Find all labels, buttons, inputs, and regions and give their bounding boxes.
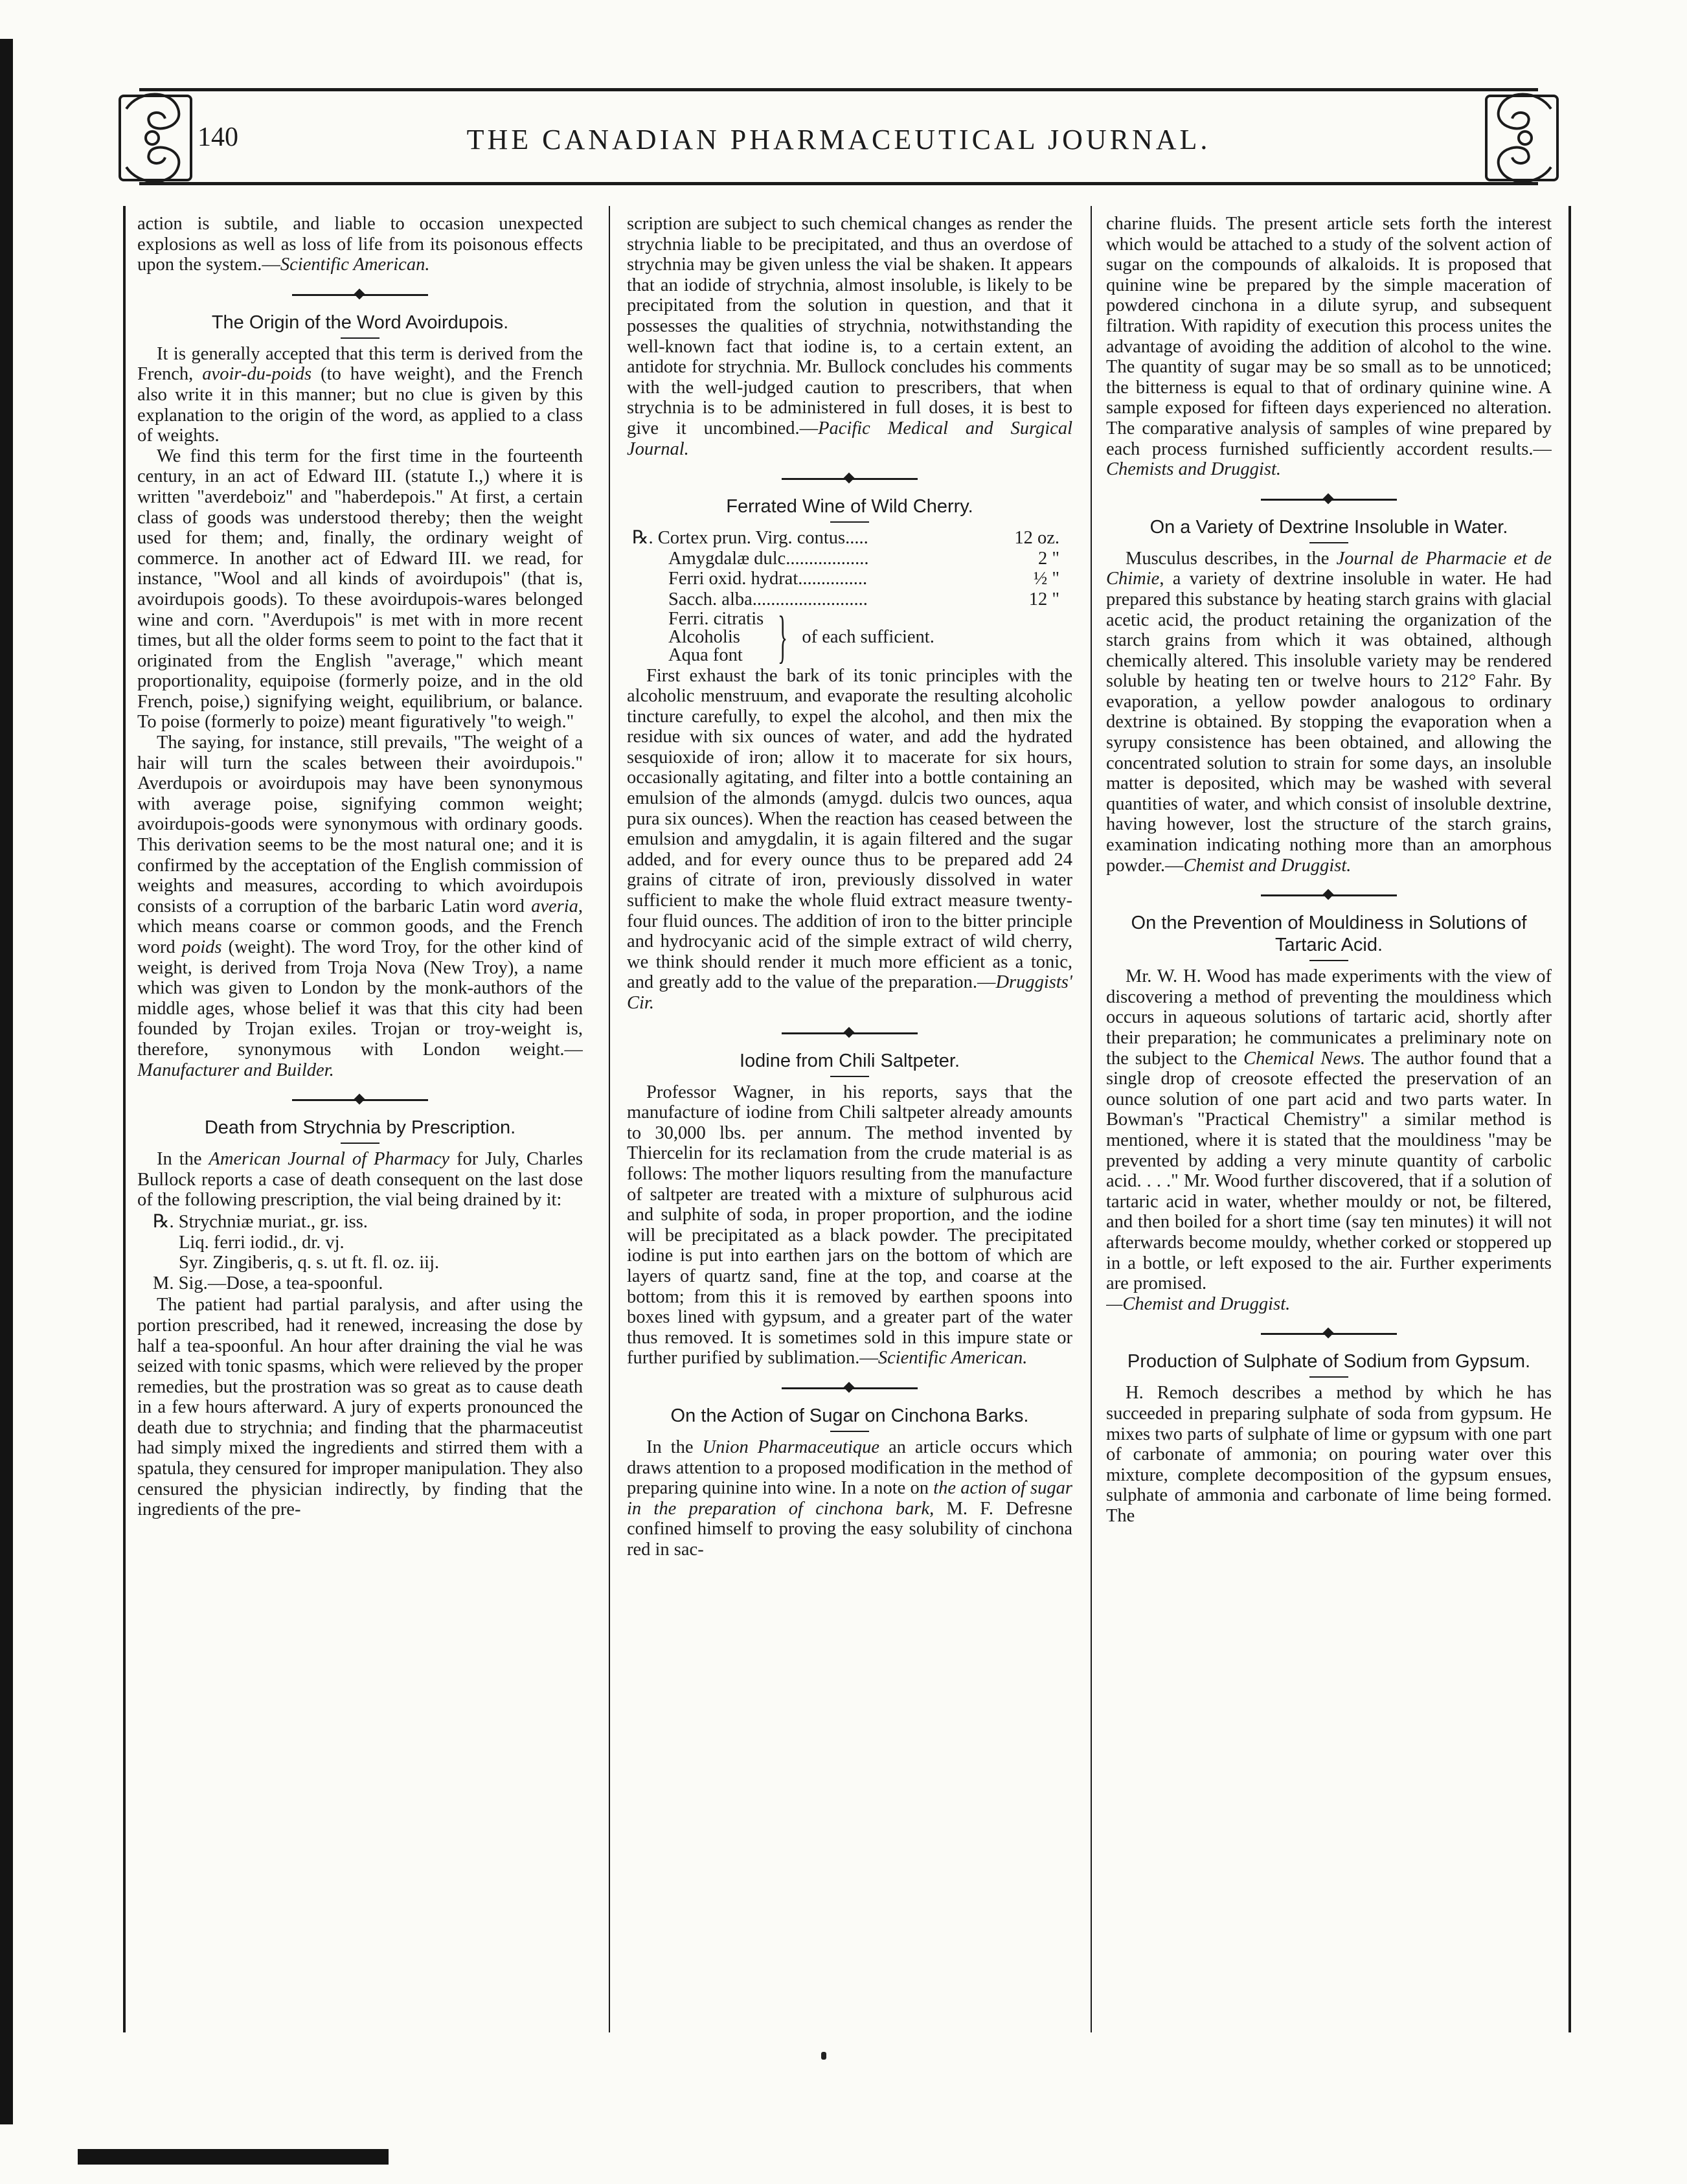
heading-sugar-cinchona: On the Action of Sugar on Cinchona Barks.	[670, 1405, 1029, 1426]
continued-paragraph: action is subtile, and liable to occasion unexpected explosions as well as loss of life from its poisonous effects upon the system.—Scientific American.	[137, 214, 583, 275]
prescription-line: Syr. Zingiberis, q. s. ut ft. fl. oz. iij.	[179, 1253, 440, 1273]
section-divider	[1261, 889, 1397, 902]
recipe-line: ℞. Cortex prun. Virg. contus..... 12 oz.	[632, 528, 1059, 549]
recipe-line: Ferri oxid. hydrat............... ½ "	[668, 569, 1059, 589]
scan-edge-bottom	[78, 2149, 389, 2165]
paragraph: In the American Journal of Pharmacy for July, Charles Bullock reports a case of death consequent on the last dose of the following prescription, the vial being drained by it:	[137, 1149, 583, 1211]
heading-dextrine: On a Variety of Dextrine Insoluble in Water.	[1149, 516, 1508, 538]
section-divider	[292, 288, 428, 301]
prescription-line: Liq. ferri iodid., dr. vj.	[179, 1232, 345, 1253]
prescription-line: M. Sig.—Dose, a tea-spoonful.	[153, 1273, 383, 1293]
paragraph: Mr. W. H. Wood has made experiments with the view of discovering a method of preventing the mouldiness which occurs in aqueous solutions of tartaric acid, shortly after their preparation; he communicates a preliminary note on the subject to the Chemical News. The author found that a single drop of creosote effected the preservation of an ounce solution of one part acid and two parts water. In Bowman's "Practical Chemistry" a similar method is mentioned, where it is stated that the mouldiness "may be prevented by adding a very minute quantity of carbolic acid. . . ." Mr. Wood further discovered, that if a solution of tartaric acid in water, whether mouldy or not, be filtered, and then boiled for a short time (say ten minutes) it will not afterwards become mouldy, whether corked or stoppered up in a bottle, or left exposed to the air. Further experiments are promised.	[1106, 966, 1552, 1294]
paragraph: Professor Wagner, in his reports, says that the manufacture of iodine from Chili saltpeter already amounts to 30,000 lbs. per annum. The method invented by Thiercelin for its reclamation from the crude material is as follows: The mother liquors resulting from the manufacture of saltpeter are treated with a mixture of sulphurous acid and sulphite of soda, in proper proportion, and the iodine will be precipitated as a black powder. The precipitated iodine is put into earthen jars on the bottom of which are layers of quartz sand, fine at the top, and coarse at the bottom; from this it is removed by earthen spoons into boxes lined with gypsum, and a greater part of the water thus removed. It is sometimes sold in this impure state or further purified by sublimation.—Scientific American.	[627, 1082, 1072, 1369]
recipe-line: Aqua font	[668, 644, 743, 665]
prescription	[137, 1212, 583, 1293]
section-divider	[782, 1382, 918, 1394]
paragraph: The saying, for instance, still prevails, "The weight of a hair will turn the scales between their avoirdupois." Averdupois or avoirdupois may have been synonymous with average poise, signifying common weight; avoirdupois-goods were synonymous with ordinary goods. This derivation seems to be the most natural one; and it is confirmed by the acceptation of the English commission of weights and measures, according to which avoirdupois consists of a corruption of the barbaric Latin word averia, which means coarse or common goods, and the French word poids (weight). The word Troy, for the other kind of weight, is derived from Troja Nova (New Troy), a name which was given to London by the monk-authors of the middle ages, whose belief it was that this city had been founded by Trojan exiles. Trojan or troy-weight is, therefore, synonymous with London weight.—Manufacturer and Builder.	[137, 733, 583, 1080]
paragraph: First exhaust the bark of its tonic principles with the alcoholic menstruum, and evaporate the resulting alcoholic tincture carefully, to expel the alcohol, and then mix the residue with six ounces of water, and add the hydrated sesquioxide of iron; allow it to macerate for six hours, occasionally agitating, and filter into a bottle containing an emulsion of the almonds (amygd. dulcis two ounces, aqua pura six ounces). When the reaction has ceased between the emulsion and amygdalin, it is again filtered and the sugar added, and for every ounce thus to be prepared add 24 grains of citrate of iron, previously dissolved in water sufficient to make the whole fluid extract measure twenty-four fluid ounces. The addition of iron to the bitter principle and hydrocyanic acid of the simple extract of wild cherry, we think should render it much more efficient as a tonic, and greatly add to the value of the preparation.—Druggists' Cir.	[627, 665, 1072, 1013]
paragraph: The patient had partial paralysis, and after using the portion prescribed, had it renewed, increasing the dose by half a tea-spoonful. An hour after draining the vial he was seized with tonic spasms, which were relieved by the proper remedies, but the prostration was so great as to cause death in a few hours afterward. A jury of experts pronounced the death due to strychnia; and finding that the pharmaceutist had simply mixed the ingredients and stirred them with a spatula, they censured for improper manipulation. They also censured the physician indirectly, by finding that the ingredients of the pre-	[137, 1295, 583, 1520]
heading-sulphate: Production of Sulphate of Sodium from Gypsum.	[1127, 1351, 1531, 1372]
heading-rule	[341, 1143, 379, 1144]
heading-wild-cherry: Ferrated Wine of Wild Cherry.	[726, 496, 973, 518]
paragraph: It is generally accepted that this term is derived from the French, avoir-du-poids (to have weight), and the French also write it in this manner; but no clue is given by this explanation to the origin of the word, as applied to a class of weights.	[137, 343, 583, 446]
heading-rule	[830, 521, 869, 523]
recipe	[627, 528, 1072, 669]
column-2	[627, 214, 1072, 2021]
page-number: 140	[198, 122, 238, 152]
heading-rule	[830, 1076, 869, 1077]
page-header	[113, 83, 1564, 194]
column-1	[137, 214, 583, 2021]
paragraph: In the Union Pharmaceutique an article occurs which draws attention to a proposed modification in the method of preparing quinine into wine. In a note on the action of sugar in the preparation of cinchona bark, M. F. Defresne confined himself to proving the easy solubility of cinchona red in sac-	[627, 1437, 1072, 1560]
column-divider-2	[1091, 206, 1092, 2032]
section-divider	[1261, 493, 1397, 506]
section-divider	[782, 472, 918, 485]
section-divider	[292, 1093, 428, 1106]
brace-icon: }	[778, 604, 788, 669]
column-3	[1106, 214, 1552, 2021]
continued-paragraph: charine fluids. The present article sets forth the interest which would be attached to a study of the solvent action of sugar on the compounds of alkaloids. It is proposed that quinine wine be prepared by the simple maceration of powdered cinchona in a dilute syrup, and subsequent filtration. With rapidity of execution this process unites the advantage of avoiding the addition of alcohol to the wine. The quantity of sugar may be so small as to be unnoticed; the bitterness is equal to that of ordinary quinine wine. A sample exposed for fifteen days experienced no alteration. The comparative analysis of samples of wine prepared by each process furnished sufficiently accordent results.—Chemists and Druggist.	[1106, 214, 1552, 480]
recipe-line: Sacch. alba......................... 12 "	[668, 589, 1059, 609]
recipe-line: Amygdalæ dulc.................. 2 "	[668, 548, 1059, 569]
paragraph: H. Remoch describes a method by which he has succeeded in preparing sulphate of soda from gypsum. He mixes two parts of sulphate of lime or gypsum with one part of carbonate of ammonia; on pouring water over this mixture, complete decomposition of the gypsum ensues, sulphate of ammonia and carbonate of lime being formed. The	[1106, 1383, 1552, 1526]
heading-avoirdupois: The Origin of the Word Avoirdupois.	[211, 312, 509, 333]
recipe-line: Alcoholis	[668, 626, 740, 647]
column-divider-1	[609, 206, 610, 2032]
heading-rule	[1309, 1376, 1348, 1378]
continued-paragraph: scription are subject to such chemical changes as render the strychnia liable to be precipitated, and thus an overdose of strychnia may be given unless the vial be shaken. It appears that an iodide of strychnia, almost insoluble, is likely to be precipitated from the solution in question, and that it possesses the qualities of strychnia, notwithstanding the well-known fact that iodine is, to a certain extent, an antidote for strychnia. Mr. Bullock concludes his comments with the well-judged caution to prescribers, that when strychnia is to be administered in full doses, it is best to give it uncombined.—Pacific Medical and Surgical Journal.	[627, 214, 1072, 459]
section-divider	[782, 1027, 918, 1040]
scan-edge-left	[0, 39, 13, 2124]
heading-mouldiness: On the Prevention of Mouldiness in Solutions of Tartaric Acid.	[1131, 913, 1527, 956]
section-divider	[1261, 1327, 1397, 1340]
heading-strychnia: Death from Strychnia by Prescription.	[204, 1117, 516, 1139]
header-rule-top	[139, 88, 1538, 91]
ink-speck	[821, 2052, 826, 2060]
prescription-line: ℞. Strychniæ muriat., gr. iss.	[153, 1211, 368, 1232]
heading-iodine: Iodine from Chili Saltpeter.	[739, 1050, 960, 1071]
heading-rule	[830, 1431, 869, 1432]
recipe-note: of each sufficient.	[802, 626, 934, 647]
right-ornament-icon	[1480, 83, 1564, 194]
heading-rule	[1309, 542, 1348, 543]
heading-rule	[341, 337, 379, 339]
recipe-group	[627, 604, 1072, 669]
paragraph: We find this term for the first time in the fourteenth century, in an act of Edward III. (statute I.,) where it is written "averdeboiz" and "haberdepois." At first, a certain class of goods was understood thereby; then the weight used for them; and, finally, the ordinary weight of commerce. In another act of Edward III. we read, for instance, "Wool and all kinds of avoirdupois" (that is, avoirdupois goods). To these avoirdupois-wares belonged wine and corn. "Averdupois" is met with in more recent times, but all the older forms seem to point to the fact that it originated from the English "average," which meant proportionality, equipoise (formerly poize, and in the old French, poise,) signifying weight, equilibrium, or balance. To poise (formerly to poize) meant figuratively "to weigh."	[137, 446, 583, 733]
header-rule-bottom	[139, 182, 1538, 185]
journal-title: THE CANADIAN PHARMACEUTICAL JOURNAL.	[466, 124, 1211, 155]
heading-rule	[1309, 960, 1348, 961]
source-line: —Chemist and Druggist.	[1106, 1293, 1291, 1314]
recipe-line: Ferri. citratis	[668, 608, 764, 629]
paragraph: Musculus describes, in the Journal de Pharmacie et de Chimie, a variety of dextrine insoluble in water. He had prepared this substance by heating starch grains with glacial acetic acid, the product retaining the organization of the starch grains from which it was obtained, although chemically altered. This insoluble variety may be rendered soluble by heating ten or twelve hours to 212° Fahr. By evaporation, a yellow powder analogous to ordinary dextrine is obtained. By stopping the evaporation when a syrupy consistence has been obtained, and allowing the concentrated solution to strain for some days, an insoluble matter is deposited, which may be washed with several quantities of water, and which consist of insoluble dextrine, having however, lost the structure of the starch grains, examination indicating nothing more than an amorphous powder.—Chemist and Druggist.	[1106, 548, 1552, 876]
